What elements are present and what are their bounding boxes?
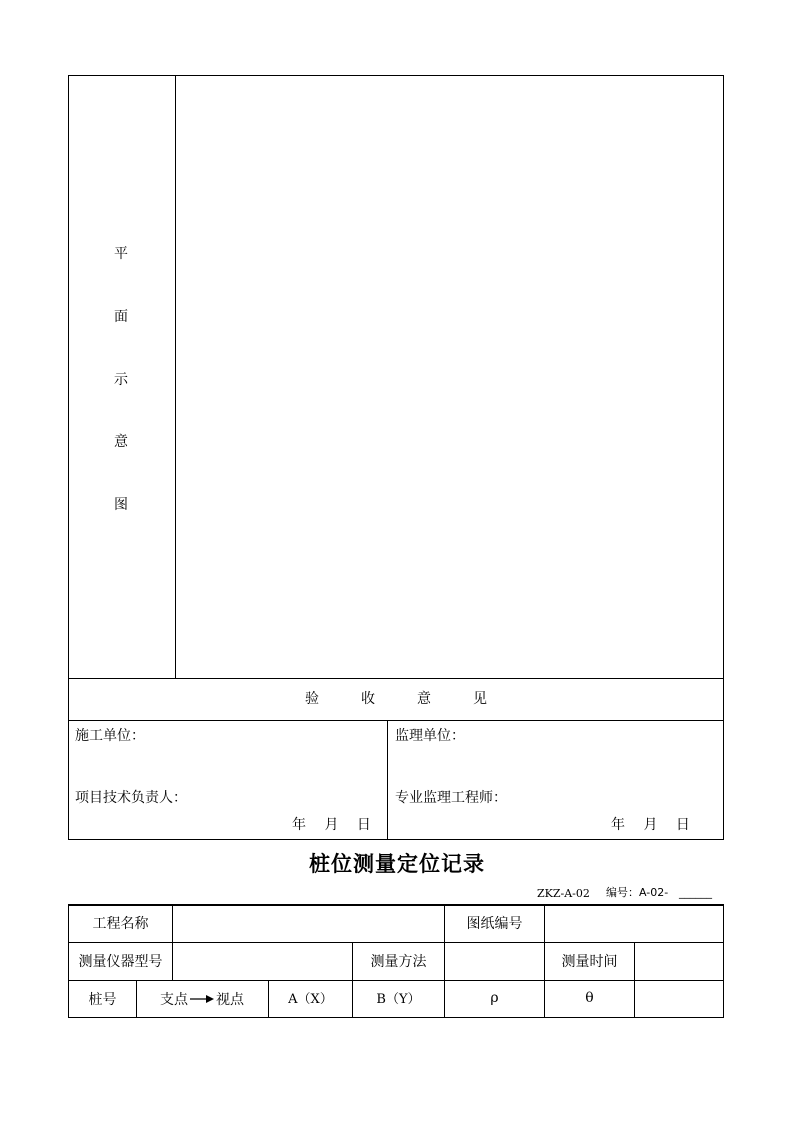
sketch-label-char: 图 (114, 497, 128, 513)
project-name-label: 工程名称 (92, 916, 149, 932)
sight-point-label: 视点 (216, 992, 244, 1008)
col-support-to-sight (160, 992, 260, 1008)
table-border-right (723, 904, 724, 1018)
col-theta: θ (585, 990, 594, 1006)
cell-divider (172, 905, 173, 942)
date-left: 年 月 日 (292, 817, 371, 833)
table-border-top (68, 904, 724, 906)
sketch-label-char: 面 (114, 309, 128, 325)
form-border-left (68, 75, 69, 840)
instrument-model-label: 测量仪器型号 (78, 954, 163, 970)
construction-unit-label: 施工单位： (75, 728, 145, 744)
sketch-label-char: 平 (114, 246, 128, 262)
drawing-number-label: 图纸编号 (466, 916, 523, 932)
project-tech-lead-label: 项目技术负责人： (75, 790, 187, 806)
sketch-label-char: 意 (114, 434, 128, 450)
date-right: 年 月 日 (611, 817, 690, 833)
table-border-bottom (68, 1017, 724, 1018)
sketch-area-bottom (68, 678, 724, 679)
supervising-engineer-label: 专业监理工程师： (395, 790, 507, 806)
form-border-bottom (68, 839, 724, 840)
row-line (68, 980, 724, 981)
cell-divider (444, 942, 445, 980)
col-pile-number: 桩号 (88, 992, 117, 1008)
record-number-label: 编号：A-02- (606, 886, 669, 899)
acceptance-header-bottom (68, 720, 724, 721)
arrow-right-icon (189, 992, 215, 1008)
support-point-label: 支点 (160, 992, 188, 1008)
row-line (68, 942, 724, 943)
acceptance-opinion-header: 验 收 意 见 (305, 691, 487, 707)
cell-divider (634, 942, 635, 980)
measurement-method-label: 测量方法 (370, 954, 427, 970)
form-code: ZKZ-A-02 (537, 887, 590, 900)
col-a-x: A（X） (288, 992, 333, 1007)
units-divider (387, 720, 388, 840)
record-number-value[interactable]: ______ (679, 886, 712, 899)
plan-sketch-area[interactable] (176, 76, 723, 678)
col-blank (635, 981, 723, 1017)
supervision-unit-label: 监理单位： (395, 728, 465, 744)
cell-divider (136, 980, 137, 1018)
cell-divider (172, 942, 173, 980)
sketch-label-char: 示 (114, 372, 128, 388)
col-b-y: B（Y） (376, 992, 421, 1007)
cell-divider (544, 905, 545, 942)
col-rho: ρ (490, 990, 499, 1006)
record-title: 桩位测量定位记录 (309, 852, 485, 876)
form-border-right (723, 75, 724, 840)
measurement-time-label: 测量时间 (561, 954, 618, 970)
